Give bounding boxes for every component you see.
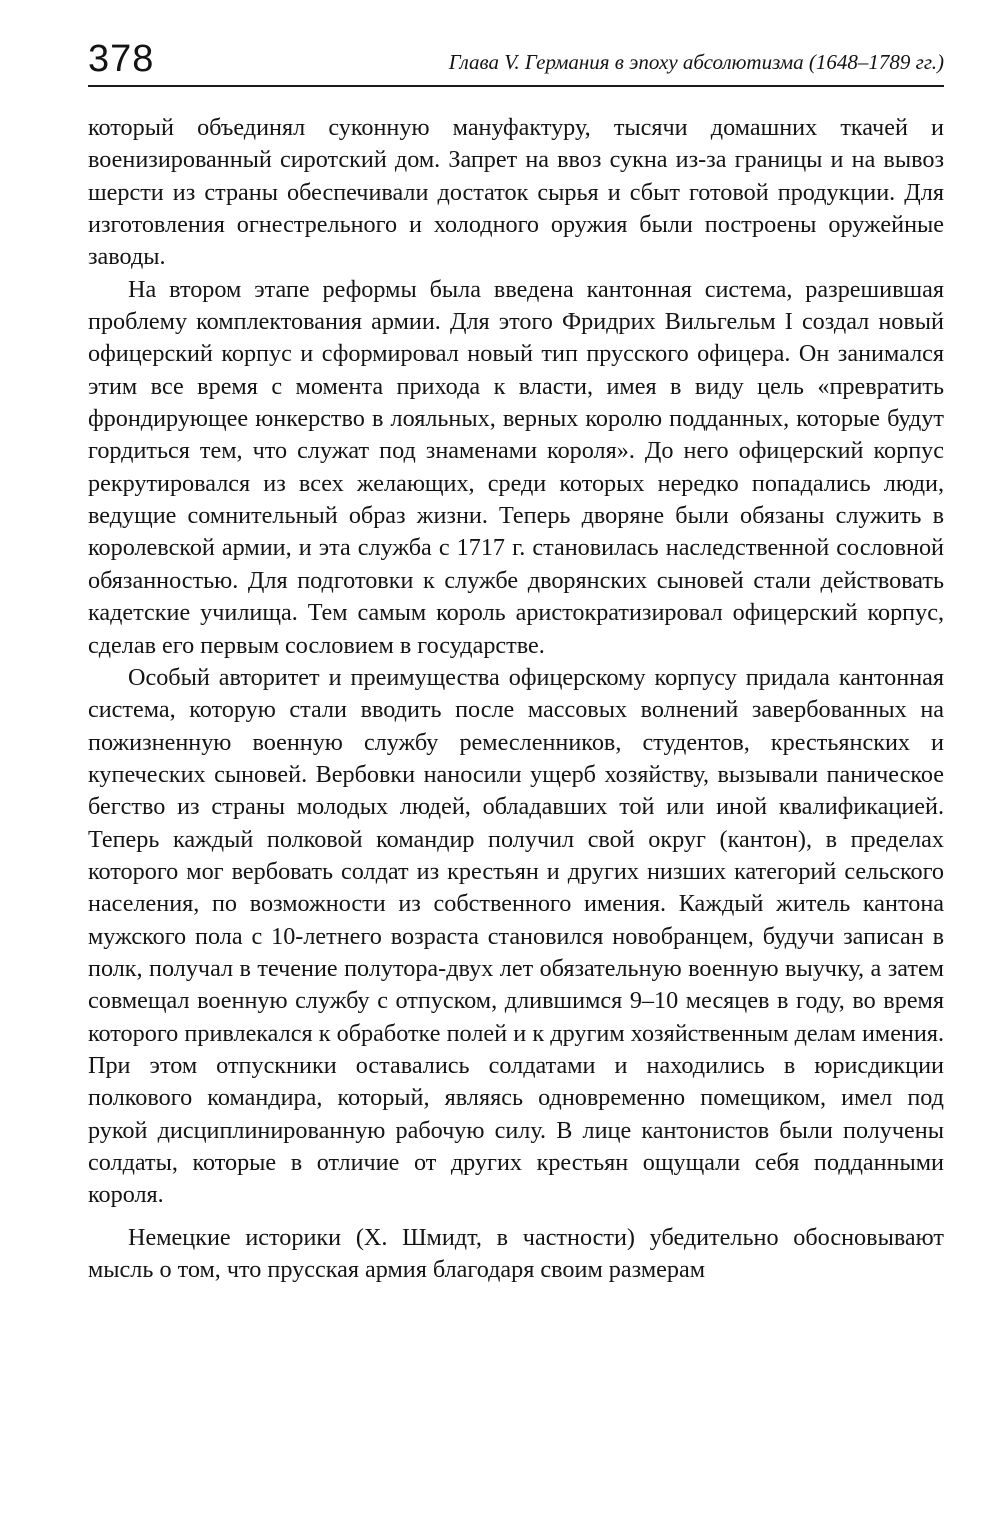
paragraph-continuation: который объединял суконную мануфактуру, тысячи домашних ткачей и военизированный сиротский дом. Запрет на ввоз сукна из-за границы и на вывоз шерсти из страны обеспечивали достаток сырья и сбыт готовой продукции. Для изготовления огнестрельного и холодного оружия были построены оружейные заводы.: [88, 114, 944, 271]
main-text: [88, 112, 944, 1286]
paragraph: Особый авторитет и преимущества офицерскому корпусу придала кантонная система, которую стали вводить после массовых волнений завербованных на пожизненную военную службу ремесленников, студентов, крестьянских и купеческих сыновей. Вербовки наносили ущерб хозяйству, вызывали паническое бегство из страны молодых людей, обладавших той или иной квалификацией. Теперь каждый полковой командир получил свой округ (кантон), в пределах которого мог вербовать солдат из крестьян и других низших категорий сельского населения, по возможности из собственного имения. Каждый житель кантона мужского пола с 10-летнего возраста становился новобранцем, будучи записан в полк, получал в течение полутора-двух лет обязательную военную выучку, а затем совмещал военную службу с отпуском, длившимся 9–10 месяцев в году, во время которого привлекался к обработке полей и к другим хозяйственным делам имения. При этом отпускники оставались солдатами и находились в юрисдикции полкового командира, который, являясь одновременно помещиком, имел под рукой дисциплинированную рабочую силу. В лице кантонистов были получены солдаты, которые в отличие от других крестьян ощущали себя подданными короля.: [88, 663, 944, 1209]
running-title: Глава V. Германия в эпоху абсолютизма (1648–1789 гг.): [448, 50, 944, 74]
page-number: 378: [88, 38, 155, 80]
paragraph: Немецкие историки (Х. Шмидт, в частности) убедительно обосновывают мысль о том, что прусская армия благодаря своим размерам: [88, 1223, 944, 1284]
page-header: [88, 36, 944, 84]
paragraph: На втором этапе реформы была введена кантонная система, разрешившая проблему комплектования армии. Для этого Фридрих Вильгельм I создал новый офицерский корпус и сформировал новый тип прусского офицера. Он занимался этим все время с момента прихода к власти, имея в виду цель «превратить фрондирующее юнкерство в лояльных, верных королю подданных, которые будут гордиться тем, что служат под знаменами короля». До него офицерский корпус рекрутировался из всех желающих, среди которых нередко попадались люди, ведущие сомнительный образ жизни. Теперь дворяне были обязаны служить в королевской армии, и эта служба с 1717 г. становилась наследственной сословной обязанностью. Для подготовки к службе дворянских сыновей стали действовать кадетские училища. Тем самым король аристократизировал офицерский корпус, сделав его первым сословием в государстве.: [88, 275, 944, 659]
header-divider: [88, 85, 944, 87]
